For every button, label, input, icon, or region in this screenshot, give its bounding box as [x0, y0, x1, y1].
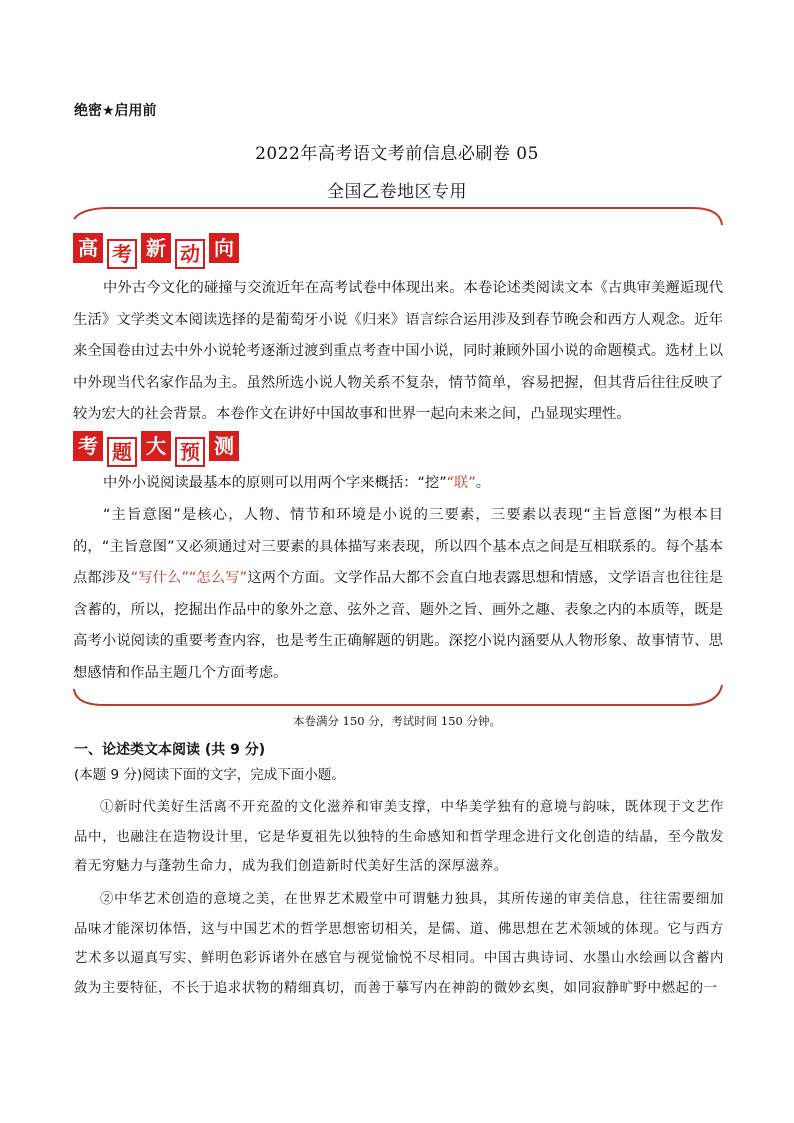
- banner-predictions: [73, 431, 243, 467]
- banner-char: 预: [175, 437, 205, 467]
- reading-paragraph-2: ②中华艺术创造的意境之美，在世界艺术殿堂中可谓魅力独具，其所传递的审美信息，往往需要细加品味才能深切体悟，这与中国艺术的哲学思想密切相关，是儒、道、佛思想在艺术领域的体现。它与西方艺术多以逼真写实、鲜明色彩诉诸外在感官与视觉愉悦不尽相同。中国古典诗词、水墨山水绘画以含蓄内敛为主要特征，不长于追求状物的精细真切，而善于摹写内在神韵的微妙玄奥，如同寂静旷野中燃起的一: [74, 892, 724, 996]
- predict-p1-text: 中外小说阅读最基本的原则可以用两个字来概括：“挖”: [103, 475, 447, 491]
- exam-note: 本卷满分 150 分，考试时间 150 分钟。: [292, 714, 502, 728]
- banner-char: 向: [209, 233, 239, 263]
- banner-char: 高: [73, 233, 103, 263]
- banner-char: 大: [141, 431, 171, 461]
- banner-char: 动: [175, 239, 205, 269]
- predict-paragraph-2: [73, 500, 723, 690]
- trend-paragraph: 中外古今文化的碰撞与交流近年在高考试卷中体现出来。本卷论述类阅读文本《古典审美邂逅现代生活》文学类文本阅读选择的是葡萄牙小说《归来》语言综合运用涉及到春节晚会和西方人观念。近年来全国卷由过去中外小说轮考逐渐过渡到重点考查中国小说，同时兼顾外国小说的命题模式。选材上以中外现当代名家作品为主。虽然所选小说人物关系不复杂，情节简单，容易把握，但其背后往往反映了较为宏大的社会背景。本卷作文在讲好中国故事和世界一起向未来之间，凸显现实理性。: [73, 280, 723, 423]
- predict-p1-highlight: “联”: [446, 475, 476, 491]
- banner-new-trends: [73, 233, 243, 269]
- section-instruction: (本题 9 分)阅读下面的文字，完成下面小题。: [74, 767, 345, 783]
- predict-p1-end: 。: [475, 475, 491, 491]
- document-subtitle: 全国乙卷地区专用: [327, 182, 467, 202]
- section-heading: 一、论述类文本阅读 (共 9 分): [74, 742, 266, 758]
- banner-char: 考: [107, 239, 137, 269]
- confidential-label: 绝密★启用前: [74, 103, 157, 119]
- banner-char: 新: [141, 233, 171, 263]
- predict-paragraph-1: [73, 468, 723, 500]
- predict-p2-highlight: “写什么”“怎么写”: [130, 570, 248, 587]
- banner-char: 考: [73, 431, 103, 461]
- predict-p2-text-b: 这两个方面。文学作品大都不会直白地表露思想和情感，文学语言也往往是含蓄的，所以，挖掘出作品中的象外之意、弦外之音、题外之旨、画外之趣、表象之内的本质等，既是高考小说阅读的重要考查内容，也是考生正确解题的钥匙。深挖小说内涵要从人物形象、故事情节、思想感情和作品主题几个方面考虑。: [73, 570, 723, 681]
- banner-char: 测: [209, 431, 239, 461]
- banner-char: 题: [107, 437, 137, 467]
- document-title: 2022年高考语文考前信息必刷卷 05: [255, 144, 539, 164]
- reading-paragraph-1: ①新时代美好生活离不开充盈的文化滋养和审美支撑，中华美学独有的意境与韵味，既体现于文艺作品中，也融注在造物设计里，它是华夏祖先以独特的生命感知和哲学理念进行文化创造的结晶，至今散发着无穷魅力与蓬勃生命力，成为我们创造新时代美好生活的深厚滋养。: [74, 800, 724, 874]
- predict-p2-text-a: “主旨意图”是核心，人物、情节和环境是小说的三要素，三要素以表现“主旨意图”为根本目的，“主旨意图”又必须通过对三要素的具体描写来表现，所以四个基本点之间是互相联系的。每个基本点都涉及: [73, 507, 723, 587]
